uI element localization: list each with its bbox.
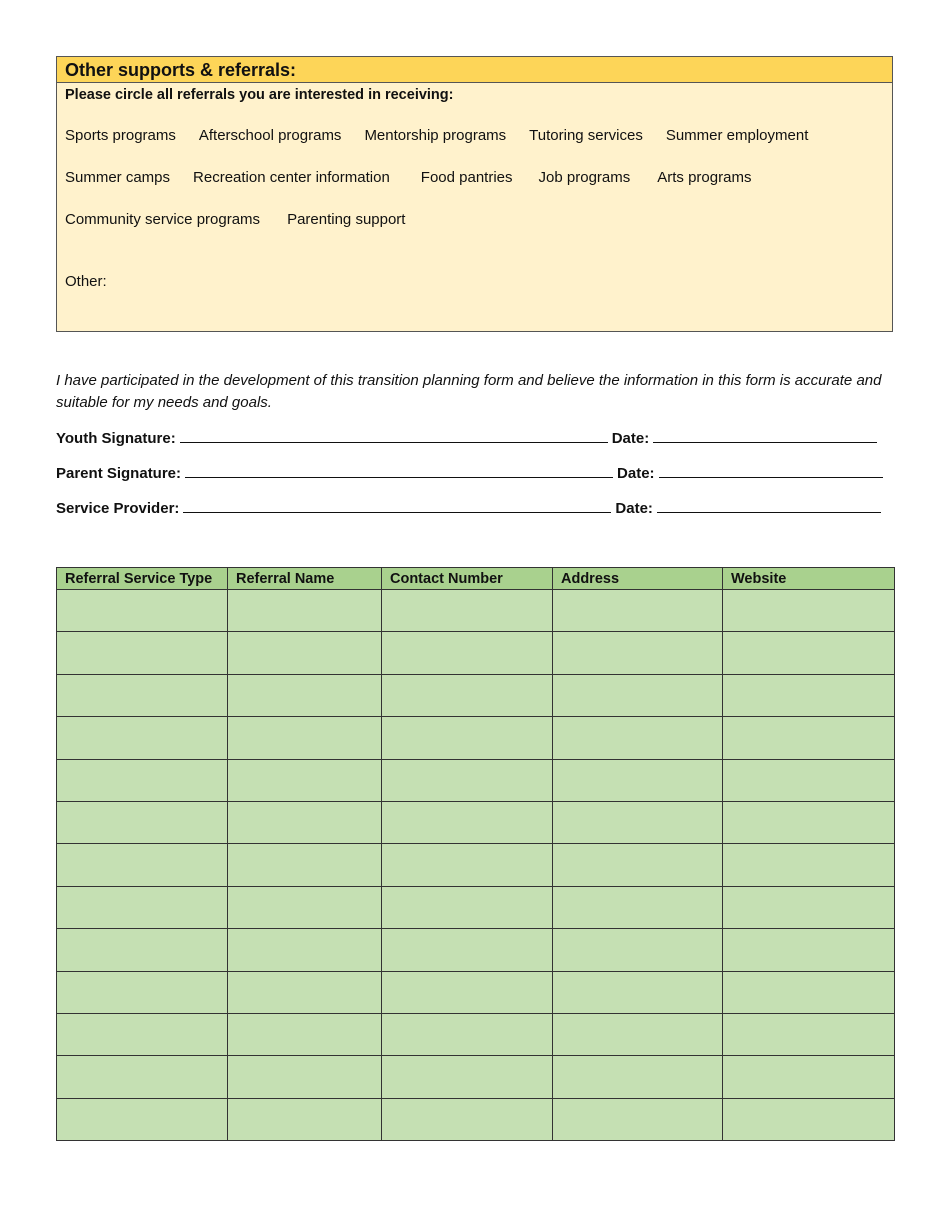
- column-header-service-type: Referral Service Type: [57, 568, 228, 590]
- cell-contact-number[interactable]: [382, 801, 553, 843]
- cell-referral-name[interactable]: [228, 801, 382, 843]
- table-row: [57, 674, 895, 716]
- cell-contact-number[interactable]: [382, 590, 553, 632]
- youth-date-field[interactable]: [653, 428, 877, 443]
- cell-referral-name[interactable]: [228, 759, 382, 801]
- cell-referral-name[interactable]: [228, 717, 382, 759]
- cell-address[interactable]: [553, 674, 723, 716]
- parent-date-field[interactable]: [659, 463, 883, 478]
- provider-date-label: Date:: [615, 500, 653, 517]
- provider-signature-field[interactable]: [183, 498, 611, 513]
- referrals-instruction: Please circle all referrals you are interested in receiving:: [65, 87, 454, 103]
- referrals-section: [56, 56, 893, 332]
- referral-option-tutoring[interactable]: Tutoring services: [529, 127, 643, 144]
- referral-option-afterschool[interactable]: Afterschool programs: [198, 127, 342, 144]
- cell-address[interactable]: [553, 1056, 723, 1098]
- referral-option-mentorship[interactable]: Mentorship programs: [364, 127, 507, 144]
- cell-website[interactable]: [723, 886, 895, 928]
- cell-service-type[interactable]: [57, 674, 228, 716]
- referrals-title: Other supports & referrals:: [57, 57, 892, 83]
- column-header-contact-number: Contact Number: [382, 568, 553, 590]
- youth-date-label: Date:: [611, 430, 650, 447]
- cell-address[interactable]: [553, 844, 723, 886]
- parent-signature-row: [56, 463, 896, 482]
- column-header-address: Address: [553, 568, 723, 590]
- parent-signature-label: Parent Signature:: [56, 465, 182, 482]
- referral-option-recreation-center[interactable]: Recreation center information: [193, 169, 390, 186]
- table-row: [57, 929, 895, 971]
- table-header-row: [57, 568, 895, 590]
- cell-address[interactable]: [553, 1098, 723, 1140]
- referral-option-summer-camps[interactable]: Summer camps: [65, 169, 171, 186]
- parent-date-label: Date:: [617, 465, 655, 482]
- parent-signature-field[interactable]: [185, 463, 613, 478]
- cell-service-type[interactable]: [57, 632, 228, 674]
- cell-website[interactable]: [723, 801, 895, 843]
- cell-contact-number[interactable]: [382, 886, 553, 928]
- cell-address[interactable]: [553, 759, 723, 801]
- cell-address[interactable]: [553, 971, 723, 1013]
- youth-signature-row: [56, 428, 896, 447]
- cell-service-type[interactable]: [57, 844, 228, 886]
- table-row: [57, 801, 895, 843]
- cell-website[interactable]: [723, 971, 895, 1013]
- cell-address[interactable]: [553, 1013, 723, 1055]
- table-row: [57, 1013, 895, 1055]
- cell-website[interactable]: [723, 1013, 895, 1055]
- cell-website[interactable]: [723, 929, 895, 971]
- table-row: [57, 632, 895, 674]
- cell-referral-name[interactable]: [228, 971, 382, 1013]
- cell-service-type[interactable]: [57, 886, 228, 928]
- table-row: [57, 759, 895, 801]
- youth-signature-field[interactable]: [180, 428, 608, 443]
- cell-referral-name[interactable]: [228, 590, 382, 632]
- cell-referral-name[interactable]: [228, 886, 382, 928]
- cell-contact-number[interactable]: [382, 1013, 553, 1055]
- referral-option-parenting-support[interactable]: Parenting support: [287, 211, 406, 228]
- cell-address[interactable]: [553, 886, 723, 928]
- referral-option-food-pantries[interactable]: Food pantries: [420, 169, 513, 186]
- provider-signature-row: [56, 498, 896, 517]
- cell-website[interactable]: [723, 717, 895, 759]
- cell-service-type[interactable]: [57, 590, 228, 632]
- cell-referral-name[interactable]: [228, 1056, 382, 1098]
- referral-option-summer-employment[interactable]: Summer employment: [665, 127, 809, 144]
- cell-service-type[interactable]: [57, 1056, 228, 1098]
- provider-date-field[interactable]: [657, 498, 881, 513]
- cell-address[interactable]: [553, 929, 723, 971]
- cell-referral-name[interactable]: [228, 674, 382, 716]
- cell-website[interactable]: [723, 590, 895, 632]
- table-row: [57, 590, 895, 632]
- table-row: [57, 1098, 895, 1140]
- table-row: [57, 717, 895, 759]
- referral-options-row-2: [65, 169, 774, 186]
- cell-contact-number[interactable]: [382, 1098, 553, 1140]
- referral-table-body: [57, 590, 895, 1141]
- cell-contact-number[interactable]: [382, 674, 553, 716]
- cell-referral-name[interactable]: [228, 929, 382, 971]
- cell-website[interactable]: [723, 1056, 895, 1098]
- cell-referral-name[interactable]: [228, 1013, 382, 1055]
- referral-other-label: Other:: [65, 273, 107, 290]
- cell-website[interactable]: [723, 1098, 895, 1140]
- table-row: [57, 886, 895, 928]
- referral-table: [56, 567, 895, 1141]
- cell-referral-name[interactable]: [228, 844, 382, 886]
- table-row: [57, 971, 895, 1013]
- referral-option-job-programs[interactable]: Job programs: [538, 169, 631, 186]
- cell-contact-number[interactable]: [382, 971, 553, 1013]
- cell-contact-number[interactable]: [382, 759, 553, 801]
- participation-statement: I have participated in the development of this transition planning form and believe the information in this form is accurate and suitable for my needs and goals.: [56, 372, 882, 411]
- cell-service-type[interactable]: [57, 801, 228, 843]
- cell-service-type[interactable]: [57, 971, 228, 1013]
- cell-website[interactable]: [723, 632, 895, 674]
- cell-address[interactable]: [553, 632, 723, 674]
- cell-contact-number[interactable]: [382, 929, 553, 971]
- column-header-website: Website: [723, 568, 895, 590]
- cell-website[interactable]: [723, 674, 895, 716]
- cell-contact-number[interactable]: [382, 1056, 553, 1098]
- cell-referral-name[interactable]: [228, 632, 382, 674]
- cell-address[interactable]: [553, 717, 723, 759]
- table-row: [57, 844, 895, 886]
- cell-website[interactable]: [723, 844, 895, 886]
- column-header-referral-name: Referral Name: [228, 568, 382, 590]
- cell-website[interactable]: [723, 759, 895, 801]
- cell-service-type[interactable]: [57, 1013, 228, 1055]
- table-row: [57, 1056, 895, 1098]
- cell-address[interactable]: [553, 801, 723, 843]
- referral-options-row-3: [65, 211, 428, 228]
- cell-service-type[interactable]: [57, 717, 228, 759]
- cell-contact-number[interactable]: [382, 717, 553, 759]
- youth-signature-label: Youth Signature:: [56, 430, 176, 447]
- cell-referral-name[interactable]: [228, 1098, 382, 1140]
- provider-signature-label: Service Provider:: [56, 500, 180, 517]
- cell-service-type[interactable]: [57, 759, 228, 801]
- cell-contact-number[interactable]: [382, 844, 553, 886]
- cell-contact-number[interactable]: [382, 632, 553, 674]
- referral-option-community-service[interactable]: Community service programs: [65, 211, 261, 228]
- referral-option-sports[interactable]: Sports programs: [65, 127, 176, 144]
- cell-service-type[interactable]: [57, 929, 228, 971]
- cell-address[interactable]: [553, 590, 723, 632]
- referral-option-arts-programs[interactable]: Arts programs: [657, 169, 752, 186]
- referral-options-row-1: [65, 127, 831, 144]
- cell-service-type[interactable]: [57, 1098, 228, 1140]
